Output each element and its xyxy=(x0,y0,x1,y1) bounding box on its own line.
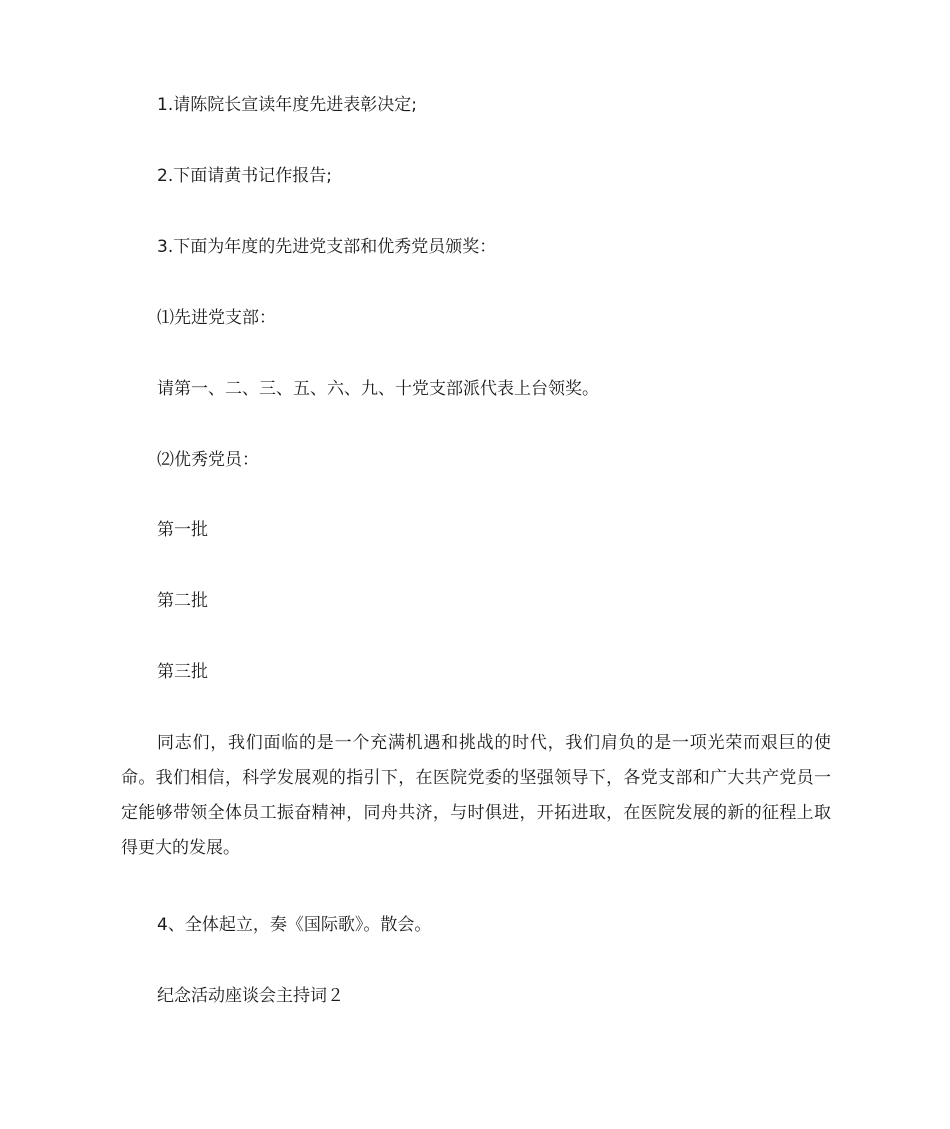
paragraph-item-11: 4、全体起立，奏《国际歌》。散会。 xyxy=(157,915,432,935)
paragraph-item-4: ⑴先进党支部： xyxy=(157,308,276,328)
paragraph-item-6: ⑵优秀党员： xyxy=(157,450,259,470)
paragraph-item-2: 2.下面请黄书记作报告; xyxy=(157,166,332,186)
paragraph-item-5: 请第一、二、三、五、六、九、十党支部派代表上台领奖。 xyxy=(157,379,599,399)
paragraph-item-1: 1.请陈院长宣读年度先进表彰决定; xyxy=(157,95,417,115)
paragraph-item-7: 第一批 xyxy=(157,520,208,540)
paragraph-item-9: 第三批 xyxy=(157,662,208,682)
paragraph-item-8: 第二批 xyxy=(157,591,208,611)
paragraph-item-12: 纪念活动座谈会主持词２ xyxy=(157,986,344,1006)
paragraph-item-3: 3.下面为年度的先进党支部和优秀党员颁奖： xyxy=(157,237,497,257)
paragraph-item-10: 同志们，我们面临的是一个充满机遇和挑战的时代，我们肩负的是一项光荣而艰巨的使命。我们相信，科学发展观的指引下，在医院党委的坚强领导下，各党支部和广大共产党员一定能够带领全体员工振奋精神，同舟共济，与时俱进，开拓进取，在医院发展的新的征程上取得更大的发展。 xyxy=(121,733,831,858)
